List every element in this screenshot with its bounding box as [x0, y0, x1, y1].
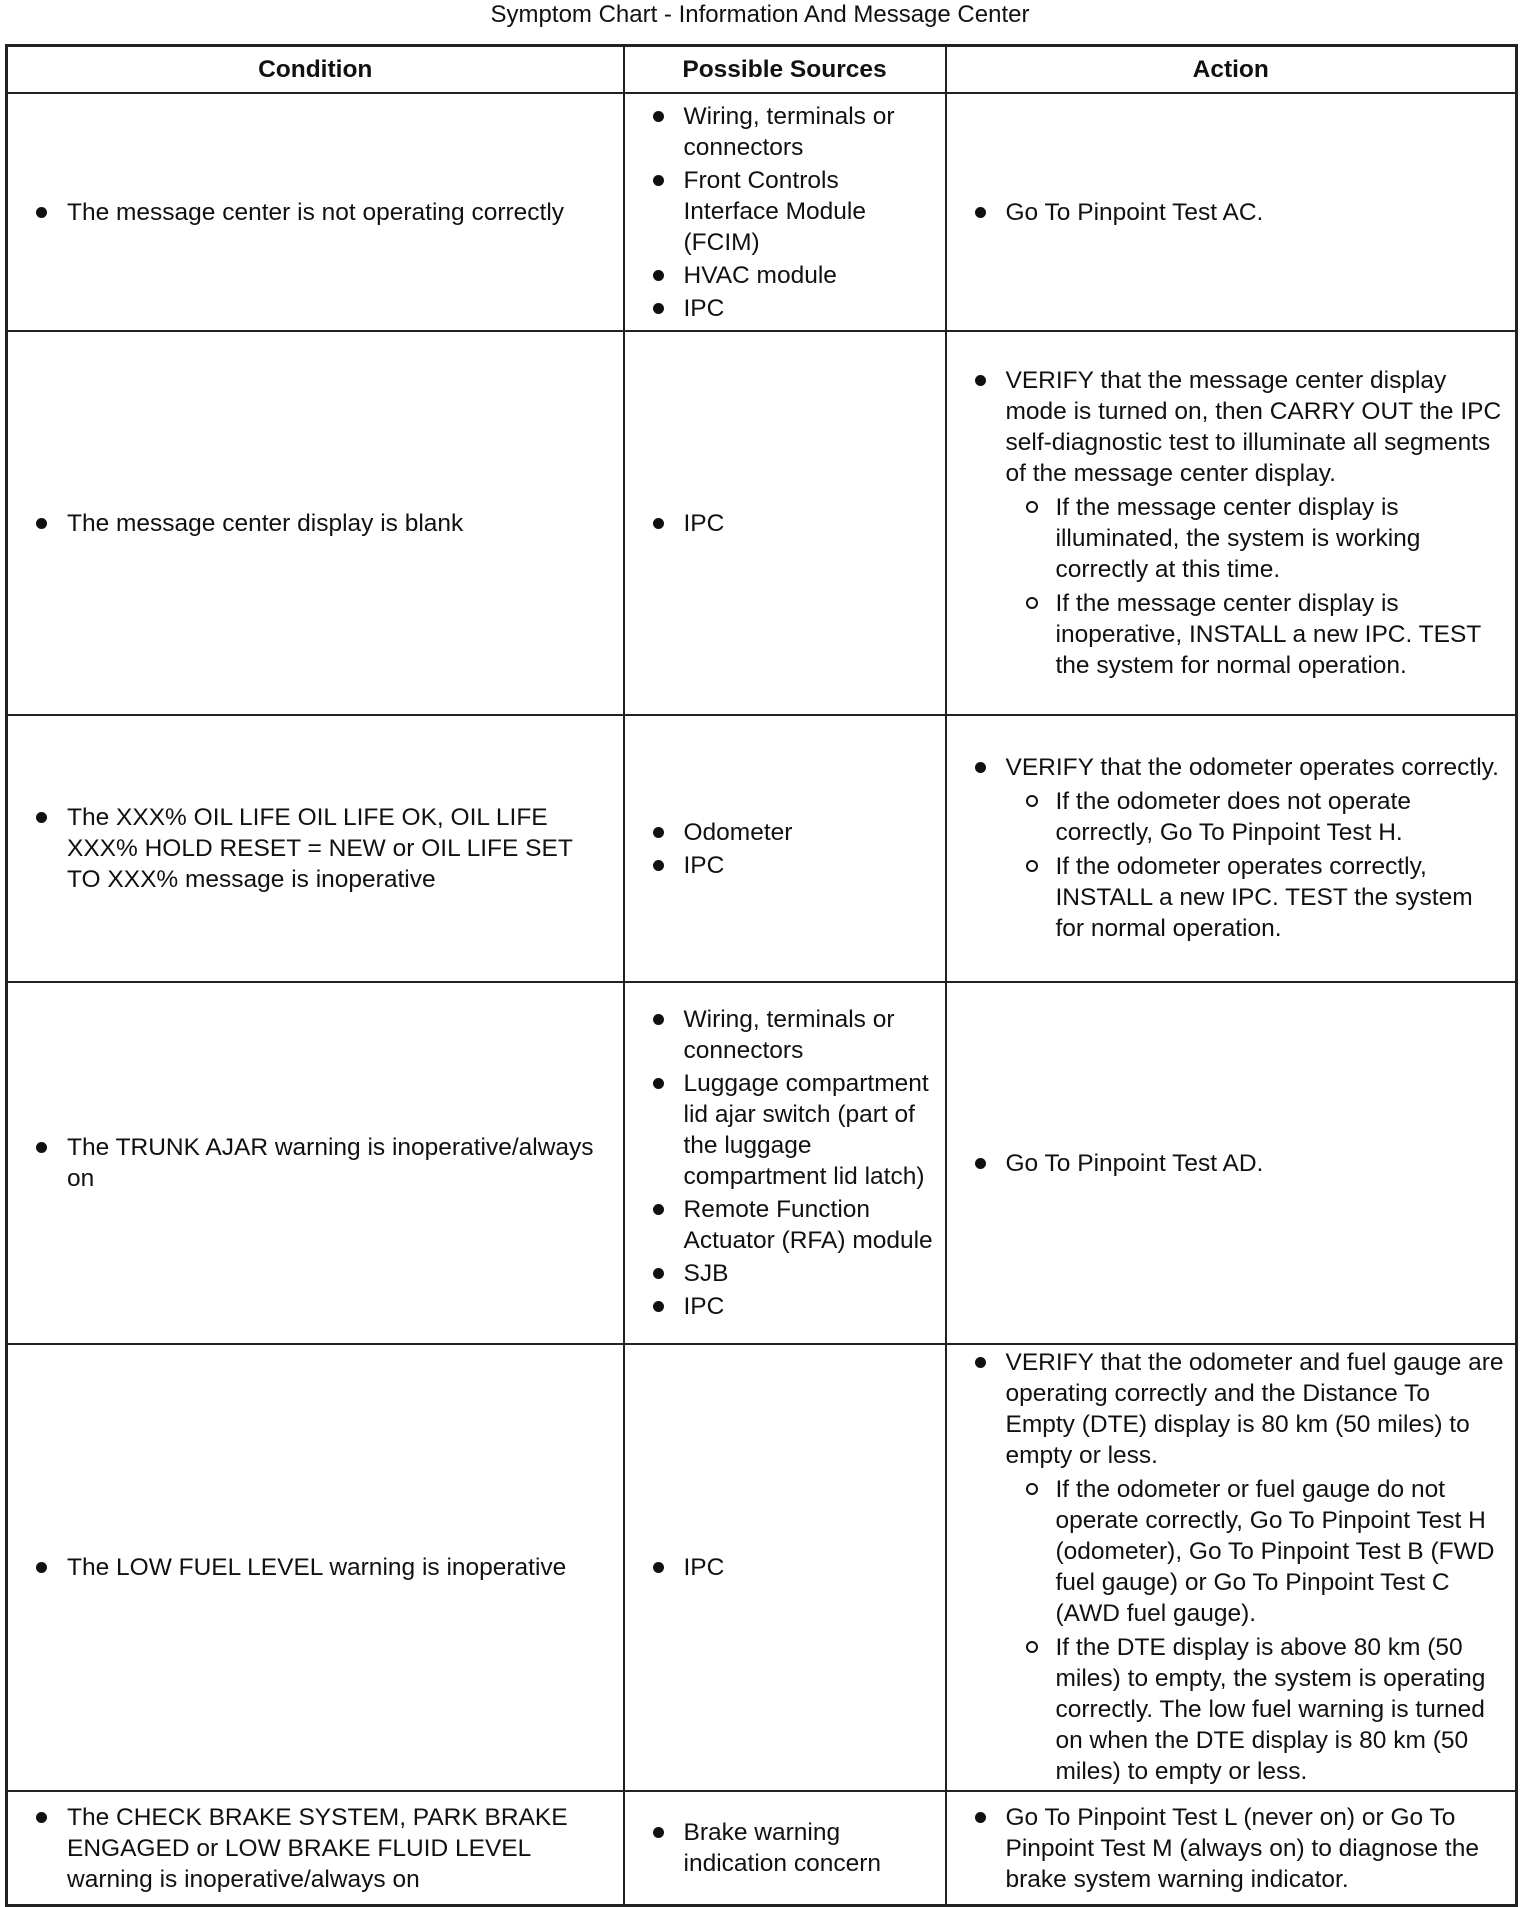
- sources-cell: [624, 1344, 946, 1791]
- circle-bullet-icon: [1026, 597, 1038, 609]
- header-action: Action: [946, 46, 1517, 94]
- table-row: [7, 1791, 1517, 1906]
- header-row: [7, 46, 1517, 94]
- bullet-icon: [653, 111, 664, 122]
- circle-bullet-icon: [1026, 501, 1038, 513]
- list-item: The LOW FUEL LEVEL warning is inoperative: [36, 1552, 609, 1583]
- bullet-icon: [975, 1812, 986, 1823]
- list-item: Go To Pinpoint Test AD.: [975, 1148, 1506, 1179]
- bullet-icon: [653, 1827, 664, 1838]
- list-item: Front Controls Interface Module (FCIM): [653, 165, 937, 258]
- list-item: The XXX% OIL LIFE OIL LIFE OK, OIL LIFE XXX% HOLD RESET = NEW or OIL LIFE SET TO XXX% message is inoperative: [36, 802, 609, 895]
- sub-list-item: If the odometer does not operate correctly, Go To Pinpoint Test H.: [1026, 786, 1506, 848]
- bullet-icon: [653, 175, 664, 186]
- sub-list-item: If the message center display is inoperative, INSTALL a new IPC. TEST the system for normal operation.: [1026, 588, 1506, 681]
- bullet-icon: [653, 1078, 664, 1089]
- list-item: VERIFY that the odometer operates correctly. If the odometer does not operate correctly, Go To Pinpoint Test H. If the odometer operates correctly, INSTALL a new IPC. TEST the system for normal operation.: [975, 752, 1506, 944]
- sources-cell: [624, 331, 946, 715]
- table-row: [7, 331, 1517, 715]
- sub-list-item: If the odometer or fuel gauge do not operate correctly, Go To Pinpoint Test H (odometer), Go To Pinpoint Test B (FWD fuel gauge) or Go To Pinpoint Test C (AWD fuel gauge).: [1026, 1474, 1506, 1629]
- bullet-icon: [653, 518, 664, 529]
- list-item: Wiring, terminals or connectors: [653, 1004, 937, 1066]
- list-item: Odometer: [653, 817, 937, 848]
- sub-list-item: If the odometer operates correctly, INSTALL a new IPC. TEST the system for normal operation.: [1026, 851, 1506, 944]
- circle-bullet-icon: [1026, 795, 1038, 807]
- header-condition: Condition: [7, 46, 624, 94]
- table-row: [7, 715, 1517, 982]
- action-cell: [946, 1791, 1517, 1906]
- bullet-icon: [975, 375, 986, 386]
- bullet-icon: [653, 827, 664, 838]
- list-item: IPC: [653, 293, 937, 324]
- list-item: IPC: [653, 1291, 937, 1322]
- bullet-icon: [36, 1812, 47, 1823]
- bullet-icon: [975, 762, 986, 773]
- sub-list-item: If the message center display is illuminated, the system is working correctly at this time.: [1026, 492, 1506, 585]
- bullet-icon: [36, 207, 47, 218]
- bullet-icon: [975, 1158, 986, 1169]
- list-item: Go To Pinpoint Test AC.: [975, 197, 1506, 228]
- bullet-icon: [653, 1301, 664, 1312]
- bullet-icon: [36, 518, 47, 529]
- bullet-icon: [653, 1014, 664, 1025]
- circle-bullet-icon: [1026, 1641, 1038, 1653]
- list-item: IPC: [653, 1552, 937, 1583]
- list-item: VERIFY that the message center display mode is turned on, then CARRY OUT the IPC self-diagnostic test to illuminate all segments of the message center display. If the message center display is illuminated, the system is working correctly at this time. If the message center display is inoperative, INSTALL a new IPC. TEST the system for normal operation.: [975, 365, 1506, 681]
- bullet-icon: [36, 1562, 47, 1573]
- list-item: HVAC module: [653, 260, 937, 291]
- list-item: The TRUNK AJAR warning is inoperative/always on: [36, 1132, 609, 1194]
- action-cell: [946, 93, 1517, 331]
- bullet-icon: [653, 303, 664, 314]
- header-possible-sources: Possible Sources: [624, 46, 946, 94]
- bullet-icon: [653, 1268, 664, 1279]
- condition-cell: [7, 1344, 624, 1791]
- sources-cell: [624, 1791, 946, 1906]
- sub-list-item: If the DTE display is above 80 km (50 miles) to empty, the system is operating correctly. The low fuel warning is turned on when the DTE display is 80 km (50 miles) to empty or less.: [1026, 1632, 1506, 1787]
- circle-bullet-icon: [1026, 1483, 1038, 1495]
- condition-cell: [7, 331, 624, 715]
- chart-title: Symptom Chart - Information And Message Center: [490, 1, 1030, 28]
- list-item: IPC: [653, 508, 937, 539]
- condition-cell: [7, 93, 624, 331]
- sources-cell: [624, 93, 946, 331]
- table-row: [7, 982, 1517, 1344]
- list-item: VERIFY that the odometer and fuel gauge are operating correctly and the Distance To Empty (DTE) display is 80 km (50 miles) to empty or less. If the odometer or fuel gauge do not operate correctly, Go To Pinpoint Test H (odometer), Go To Pinpoint Test B (FWD fuel gauge) or Go To Pinpoint Test C (AWD fuel gauge). If the DTE display is above 80 km (50 miles) to empty, the system is operating correctly. The low fuel warning is turned on when the DTE display is 80 km (50 miles) to empty or less.: [975, 1347, 1506, 1787]
- list-item: SJB: [653, 1258, 937, 1289]
- condition-cell: [7, 715, 624, 982]
- list-item: The message center is not operating correctly: [36, 197, 609, 228]
- list-item: Wiring, terminals or connectors: [653, 101, 937, 163]
- condition-cell: [7, 1791, 624, 1906]
- bullet-icon: [653, 1562, 664, 1573]
- bullet-icon: [653, 270, 664, 281]
- list-item: The CHECK BRAKE SYSTEM, PARK BRAKE ENGAGED or LOW BRAKE FLUID LEVEL warning is inoperative/always on: [36, 1802, 609, 1895]
- bullet-icon: [975, 207, 986, 218]
- bullet-icon: [36, 1142, 47, 1153]
- list-item: The message center display is blank: [36, 508, 609, 539]
- table-row: [7, 1344, 1517, 1791]
- action-cell: [946, 715, 1517, 982]
- table-row: [7, 93, 1517, 331]
- bullet-icon: [653, 1204, 664, 1215]
- list-item: IPC: [653, 850, 937, 881]
- condition-cell: [7, 982, 624, 1344]
- bullet-icon: [975, 1357, 986, 1368]
- list-item: Brake warning indication concern: [653, 1817, 937, 1879]
- action-cell: [946, 1344, 1517, 1791]
- bullet-icon: [36, 812, 47, 823]
- list-item: Luggage compartment lid ajar switch (part of the luggage compartment lid latch): [653, 1068, 937, 1192]
- action-cell: [946, 982, 1517, 1344]
- list-item: Remote Function Actuator (RFA) module: [653, 1194, 937, 1256]
- action-cell: [946, 331, 1517, 715]
- bullet-icon: [653, 860, 664, 871]
- sources-cell: [624, 982, 946, 1344]
- circle-bullet-icon: [1026, 860, 1038, 872]
- list-item: Go To Pinpoint Test L (never on) or Go To Pinpoint Test M (always on) to diagnose the brake system warning indicator.: [975, 1802, 1506, 1895]
- sources-cell: [624, 715, 946, 982]
- symptom-chart-table: [5, 44, 1518, 1907]
